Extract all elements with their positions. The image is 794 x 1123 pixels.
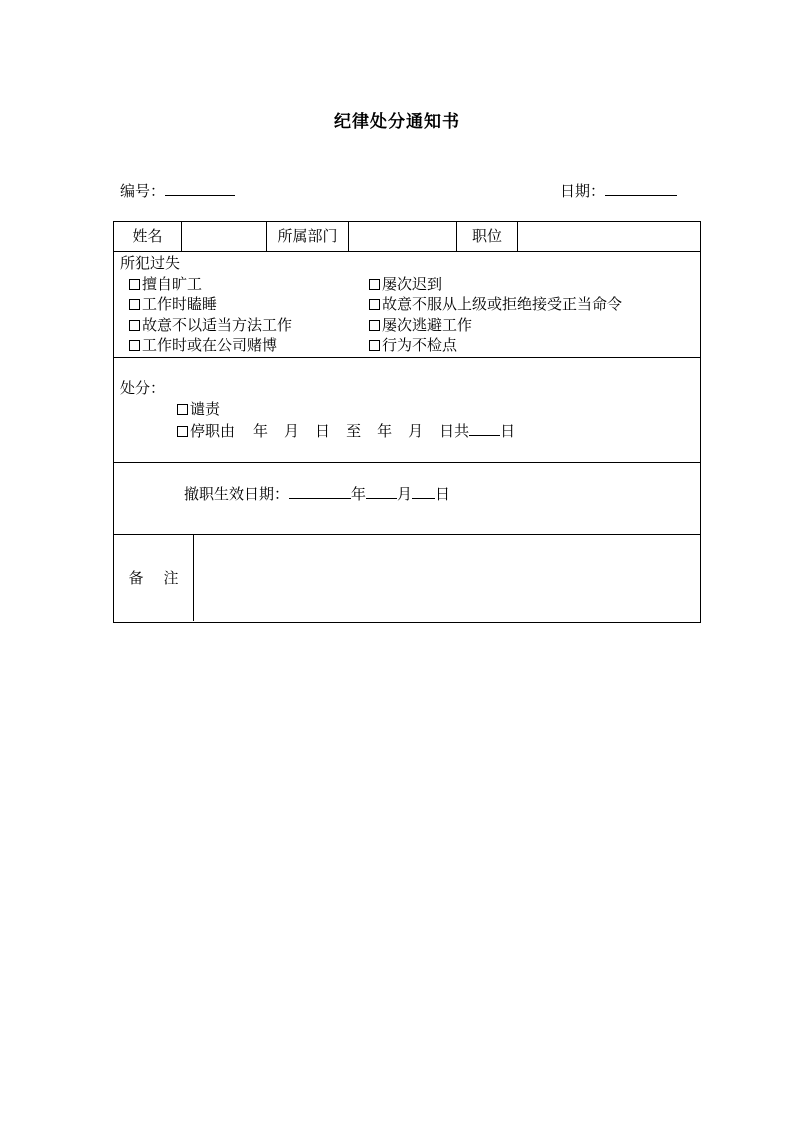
dismissal-date-field: 撤职生效日期： 年 月 日 (184, 485, 451, 503)
position-label: 职位 (457, 222, 518, 251)
fault-option[interactable]: 工作时瞌睡 (129, 294, 217, 314)
checkbox-icon[interactable] (129, 320, 140, 331)
position-value-cell[interactable] (518, 222, 700, 251)
date-blank[interactable] (605, 180, 677, 196)
faults-heading: 所犯过失 (120, 254, 181, 272)
dismissal-label: 撤职生效日期： (184, 485, 290, 503)
checkbox-icon[interactable] (369, 279, 380, 290)
number-label: 编号： (120, 182, 166, 200)
penalty-heading: 处分： (120, 379, 166, 397)
date-label: 日期： (560, 182, 606, 200)
dismissal-day-blank[interactable] (412, 483, 435, 499)
checkbox-icon[interactable] (129, 340, 140, 351)
document-title: 纪律处分通知书 (334, 112, 460, 132)
checkbox-icon[interactable] (129, 279, 140, 290)
fault-option[interactable]: 屡次逃避工作 (369, 315, 472, 335)
fault-option[interactable]: 工作时或在公司赌博 (129, 335, 277, 355)
total-days-blank[interactable] (469, 420, 500, 436)
employee-info-row (114, 222, 700, 252)
fault-option[interactable]: 行为不检点 (369, 335, 457, 355)
fault-option[interactable]: 屡次迟到 (369, 274, 442, 294)
notes-label: 备 注 (114, 535, 194, 621)
department-value-cell[interactable] (349, 222, 457, 251)
department-label: 所属部门 (267, 222, 349, 251)
checkbox-icon[interactable] (369, 320, 380, 331)
notes-value-cell[interactable] (194, 535, 700, 622)
checkbox-icon[interactable] (369, 299, 380, 310)
checkbox-icon[interactable] (177, 404, 188, 415)
penalty-section (114, 358, 700, 463)
dismissal-section (114, 463, 700, 535)
suspension-option[interactable]: 停职由 年 月 日 至 年 月 日共 日 (177, 420, 515, 441)
checkbox-icon[interactable] (177, 426, 188, 437)
notes-section (114, 535, 700, 622)
dismissal-year-blank[interactable] (289, 483, 351, 499)
name-label: 姓名 (114, 222, 182, 251)
discipline-form (113, 221, 701, 623)
number-field (120, 180, 235, 201)
fault-option[interactable]: 故意不以适当方法工作 (129, 315, 292, 335)
fault-option[interactable]: 故意不服从上级或拒绝接受正当命令 (369, 294, 622, 314)
faults-section (114, 252, 700, 358)
reprimand-option[interactable]: 谴责 (177, 399, 220, 419)
fault-option[interactable]: 擅自旷工 (129, 274, 202, 294)
date-field (560, 180, 677, 201)
number-blank[interactable] (165, 180, 235, 196)
dismissal-month-blank[interactable] (366, 483, 397, 499)
name-value-cell[interactable] (182, 222, 267, 251)
checkbox-icon[interactable] (369, 340, 380, 351)
checkbox-icon[interactable] (129, 299, 140, 310)
